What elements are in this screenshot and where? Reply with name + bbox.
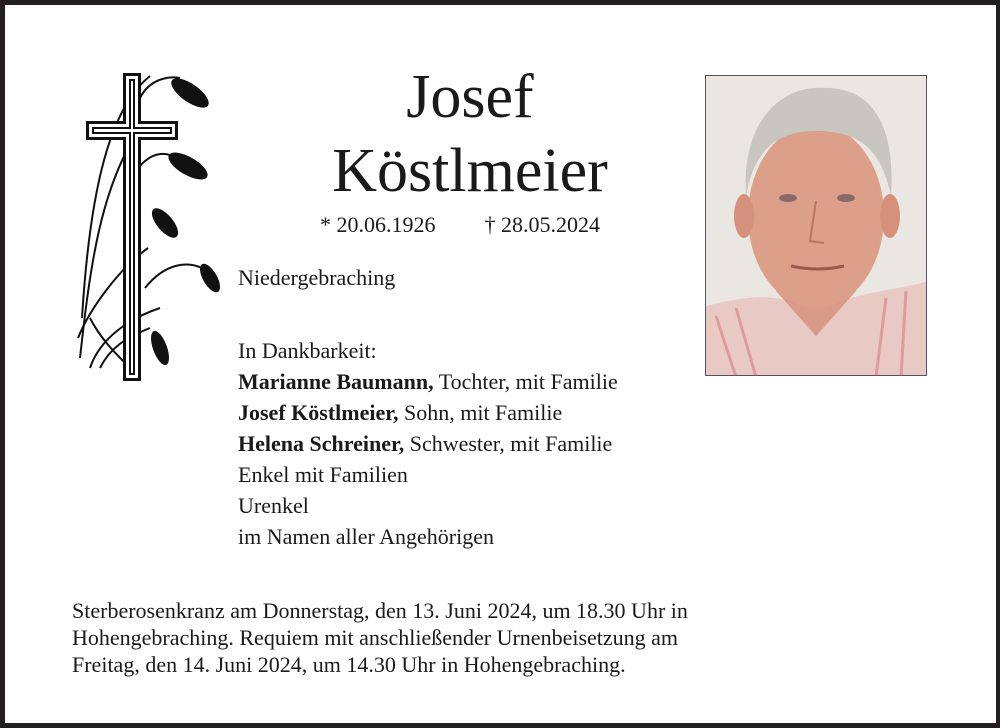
mourner-other: Enkel mit Familien (238, 462, 408, 487)
first-name: Josef (406, 63, 534, 131)
mourner (238, 397, 618, 428)
mourner (238, 428, 618, 459)
life-dates (320, 212, 600, 238)
mourner-other: im Namen aller Angehörigen (238, 524, 494, 549)
mourner-relation: Schwester, mit Familie (404, 431, 613, 456)
notice-line: Sterberosenkranz am Donnerstag, den 13. Juni 2024, um 18.30 Uhr in (72, 598, 688, 623)
cross-with-wheat-icon (70, 68, 230, 388)
birth-date: * 20.06.1926 (320, 212, 436, 237)
death-date: † 28.05.2024 (484, 212, 600, 237)
mourner-other: Urenkel (238, 493, 309, 518)
mourners-list (238, 335, 618, 552)
mourner-name: Helena Schreiner, (238, 431, 405, 456)
mourner-name: Josef Köstlmeier, (238, 400, 399, 425)
mourner-name: Marianne Baumann, (238, 369, 434, 394)
mourner-relation: Sohn, mit Familie (398, 400, 563, 425)
thanks-heading: In Dankbarkeit: (238, 338, 377, 363)
place: Niedergebraching (238, 265, 396, 290)
last-name: Köstlmeier (332, 137, 608, 205)
service-notice (72, 597, 688, 678)
portrait-photo (705, 75, 927, 376)
notice-line: Freitag, den 14. Juni 2024, um 14.30 Uhr in Hohengebraching. (72, 652, 626, 677)
mourner (238, 366, 618, 397)
notice-line: Hohengebraching. Requiem mit anschließender Urnenbeisetzung am (72, 625, 679, 650)
mourner-relation: Tochter, mit Familie (433, 369, 618, 394)
